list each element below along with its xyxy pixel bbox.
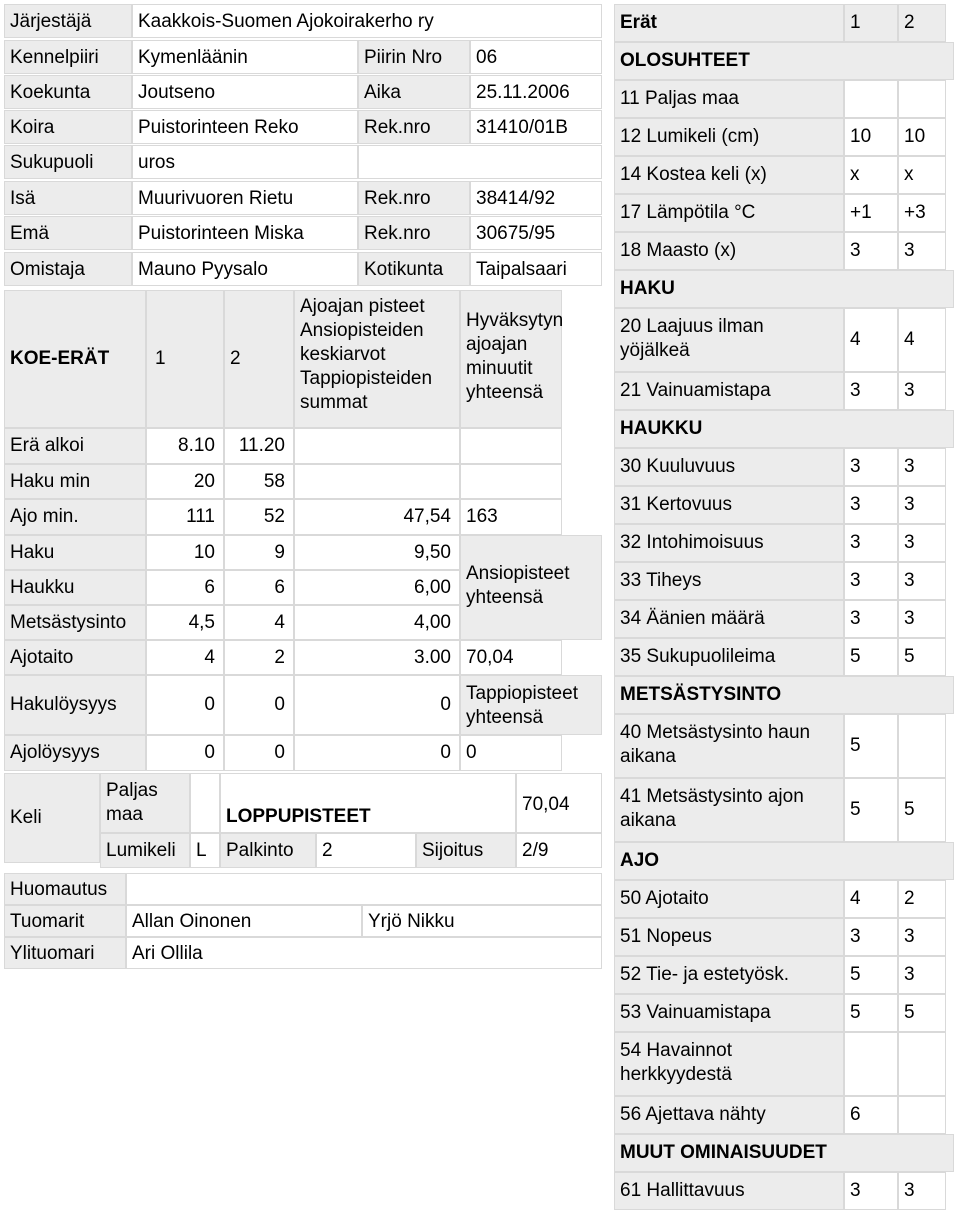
- trait-label: 11 Paljas maa: [614, 80, 844, 118]
- points-header-line: Tappiopisteiden: [300, 368, 433, 389]
- header-value2: Taipalsaari: [470, 252, 602, 286]
- trait-v1: 5: [844, 994, 898, 1032]
- header-label: Koekunta: [4, 75, 132, 109]
- trait-label: 18 Maasto (x): [614, 232, 844, 270]
- trait-v2: 3: [898, 448, 946, 486]
- koe-v1: 111: [146, 499, 224, 535]
- header-value: Kymenläänin: [132, 40, 358, 74]
- trait-label: 20 Laajuus ilman yöjälkeä: [614, 308, 844, 372]
- lumikeli-label: Lumikeli: [100, 833, 190, 868]
- trait-label: 33 Tiheys: [614, 562, 844, 600]
- merit-label: [460, 535, 602, 640]
- trait-label: 41 Metsästysinto ajon aikana: [614, 778, 844, 842]
- approved-header-line: minuutit: [466, 358, 533, 379]
- header-empty: [358, 145, 602, 179]
- header-label: Isä: [4, 181, 132, 215]
- trait-v1: 4: [844, 308, 898, 372]
- trait-v2: +3: [898, 194, 946, 232]
- koe-title: KOE-ERÄT: [4, 290, 146, 428]
- trait-v1: 5: [844, 638, 898, 676]
- header-label2: Rek.nro: [358, 110, 470, 144]
- koe-v1: 4,5: [146, 605, 224, 640]
- trait-label: 31 Kertovuus: [614, 486, 844, 524]
- koe-v2: 6: [224, 570, 294, 605]
- trait-v1: [844, 1032, 898, 1096]
- trait-v1: 5: [844, 778, 898, 842]
- trait-v1: 3: [844, 600, 898, 638]
- koe-v1: 0: [146, 675, 224, 735]
- right-header-c1: 1: [844, 4, 898, 42]
- sijoitus-value: 2/9: [516, 833, 602, 868]
- trait-label: 56 Ajettava nähty: [614, 1096, 844, 1134]
- header-label2: Aika: [358, 75, 470, 109]
- header-value: Muurivuoren Rietu: [132, 181, 358, 215]
- koe-tot: [460, 428, 562, 464]
- right-header-label: Erät: [614, 4, 844, 42]
- keli-paljas-line: Paljas: [106, 780, 158, 801]
- huomautus-label: Huomautus: [4, 873, 126, 905]
- header-value: Puistorinteen Miska: [132, 216, 358, 250]
- huomautus-value: [126, 873, 602, 905]
- tuomari-1: Allan Oinonen: [126, 905, 362, 937]
- trait-v2: 3: [898, 562, 946, 600]
- koe-pts: [294, 464, 460, 499]
- points-header: [294, 290, 460, 428]
- right-header-c2: 2: [898, 4, 946, 42]
- koe-col1: 1: [146, 290, 224, 428]
- trait-v2: [898, 80, 946, 118]
- trait-v1: 3: [844, 232, 898, 270]
- trait-v1: 6: [844, 1096, 898, 1134]
- trait-label: 17 Lämpötila °C: [614, 194, 844, 232]
- header-value2: 31410/01B: [470, 110, 602, 144]
- trait-label: 52 Tie- ja estetyösk.: [614, 956, 844, 994]
- keli-paljas-line: maa: [106, 804, 143, 825]
- koe-row-label: Ajolöysyys: [4, 735, 146, 771]
- approved-header-line: Hyväksytyn: [466, 310, 564, 331]
- koe-row-label: Erä alkoi: [4, 428, 146, 464]
- points-header-line: summat: [300, 392, 368, 413]
- penalty-label-line: Tappiopisteet: [466, 683, 578, 704]
- trait-label: 51 Nopeus: [614, 918, 844, 956]
- trait-label: 54 Havainnot herkkyydestä: [614, 1032, 844, 1096]
- trait-label: 21 Vainuamistapa: [614, 372, 844, 410]
- ylituomari-name: Ari Ollila: [126, 937, 602, 969]
- header-label2: Kotikunta: [358, 252, 470, 286]
- palkinto-value: 2: [316, 833, 416, 868]
- trait-v1: 5: [844, 956, 898, 994]
- koe-v2: 52: [224, 499, 294, 535]
- koe-v2: 9: [224, 535, 294, 570]
- trait-v1: 3: [844, 524, 898, 562]
- merit-label-line: yhteensä: [466, 587, 544, 608]
- trait-label: 34 Äänien määrä: [614, 600, 844, 638]
- trait-v1: 4: [844, 880, 898, 918]
- merit-label-line: Ansiopisteet: [466, 563, 570, 584]
- trait-v1: 10: [844, 118, 898, 156]
- header-label: Sukupuoli: [4, 145, 132, 179]
- loppupisteet-value: 70,04: [516, 773, 602, 833]
- penalty-label-line: yhteensä: [466, 707, 544, 728]
- koe-pts: 0: [294, 675, 460, 735]
- koe-row-label: Haku: [4, 535, 146, 570]
- koe-tot: 0: [460, 735, 562, 771]
- trait-v1: 3: [844, 486, 898, 524]
- koe-row-label: Ajo min.: [4, 499, 146, 535]
- trait-label: 53 Vainuamistapa: [614, 994, 844, 1032]
- approved-header-line: ajoajan: [466, 334, 528, 355]
- sijoitus-label: Sijoitus: [416, 833, 516, 868]
- section-header: MUUT OMINAISUUDET: [614, 1134, 954, 1172]
- lumikeli-value: L: [190, 833, 220, 868]
- koe-v2: 58: [224, 464, 294, 499]
- trait-label: 14 Kostea keli (x): [614, 156, 844, 194]
- header-label: Kennelpiiri: [4, 40, 132, 74]
- koe-v1: 0: [146, 735, 224, 771]
- ylituomari-label: Ylituomari: [4, 937, 126, 969]
- trait-v2: 5: [898, 638, 946, 676]
- koe-pts: [294, 428, 460, 464]
- keli-paljas-value: [190, 773, 220, 833]
- palkinto-label: Palkinto: [220, 833, 316, 868]
- trait-v2: 5: [898, 778, 946, 842]
- trait-label: 32 Intohimoisuus: [614, 524, 844, 562]
- trait-label: 40 Metsästysinto haun aikana: [614, 714, 844, 778]
- points-header-line: Ajoajan pisteet: [300, 296, 425, 317]
- trait-v2: 3: [898, 600, 946, 638]
- header-label: Emä: [4, 216, 132, 250]
- koe-row-label: Haukku: [4, 570, 146, 605]
- trait-v1: 3: [844, 562, 898, 600]
- koe-pts: 47,54: [294, 499, 460, 535]
- trait-v1: 3: [844, 372, 898, 410]
- koe-v1: 4: [146, 640, 224, 675]
- trait-v2: 2: [898, 880, 946, 918]
- koe-v1: 20: [146, 464, 224, 499]
- section-header: HAUKKU: [614, 410, 954, 448]
- points-header-line: Ansiopisteiden: [300, 320, 424, 341]
- koe-v1: 6: [146, 570, 224, 605]
- header-value: uros: [132, 145, 358, 179]
- trait-v2: x: [898, 156, 946, 194]
- koe-v2: 4: [224, 605, 294, 640]
- koe-row-label: Haku min: [4, 464, 146, 499]
- koe-tot: 163: [460, 499, 562, 535]
- koe-v2: 0: [224, 675, 294, 735]
- trait-label: 35 Sukupuolileima: [614, 638, 844, 676]
- koe-v2: 2: [224, 640, 294, 675]
- trait-v2: 3: [898, 1172, 946, 1210]
- section-header: AJO: [614, 842, 954, 880]
- trait-v2: [898, 714, 946, 778]
- koe-row-label: Hakulöysyys: [4, 675, 146, 735]
- koe-pts: 6,00: [294, 570, 460, 605]
- koe-v1: 8.10: [146, 428, 224, 464]
- header-value: Joutseno: [132, 75, 358, 109]
- penalty-label: [460, 675, 602, 735]
- koe-tot: [460, 464, 562, 499]
- koe-row-label: Metsästysinto: [4, 605, 146, 640]
- trait-v1: [844, 80, 898, 118]
- trait-label: 12 Lumikeli (cm): [614, 118, 844, 156]
- keli-paljas: [100, 773, 190, 833]
- koe-tot: 70,04: [460, 640, 562, 675]
- koe-col2: 2: [224, 290, 294, 428]
- loppupisteet-label: LOPPUPISTEET: [220, 773, 516, 833]
- trait-v2: 4: [898, 308, 946, 372]
- trait-v2: 3: [898, 524, 946, 562]
- section-header: HAKU: [614, 270, 954, 308]
- header-label2: Rek.nro: [358, 181, 470, 215]
- trait-v1: 3: [844, 448, 898, 486]
- koe-pts: 0: [294, 735, 460, 771]
- trait-v2: 3: [898, 918, 946, 956]
- approved-header: [460, 290, 562, 428]
- trait-v2: [898, 1096, 946, 1134]
- section-header: OLOSUHTEET: [614, 42, 954, 80]
- header-value2: 25.11.2006: [470, 75, 602, 109]
- trait-v2: 5: [898, 994, 946, 1032]
- trait-v2: 3: [898, 232, 946, 270]
- trait-label: 30 Kuuluvuus: [614, 448, 844, 486]
- header-label: Järjestäjä: [4, 4, 132, 38]
- koe-pts: 9,50: [294, 535, 460, 570]
- header-value2: 30675/95: [470, 216, 602, 250]
- trait-v2: 10: [898, 118, 946, 156]
- trait-v1: 3: [844, 1172, 898, 1210]
- trait-label: 50 Ajotaito: [614, 880, 844, 918]
- header-label2: Rek.nro: [358, 216, 470, 250]
- approved-header-line: yhteensä: [466, 382, 544, 403]
- koe-v2: 0: [224, 735, 294, 771]
- header-value: Kaakkois-Suomen Ajokoirakerho ry: [132, 4, 602, 38]
- koe-v2: 11.20: [224, 428, 294, 464]
- header-label2: Piirin Nro: [358, 40, 470, 74]
- trait-v2: 3: [898, 372, 946, 410]
- tuomari-2: Yrjö Nikku: [362, 905, 602, 937]
- header-label: Omistaja: [4, 252, 132, 286]
- trait-v1: 5: [844, 714, 898, 778]
- koe-row-label: Ajotaito: [4, 640, 146, 675]
- keli-label: Keli: [4, 773, 100, 863]
- header-value2: 06: [470, 40, 602, 74]
- koe-pts: 3.00: [294, 640, 460, 675]
- trait-v2: 3: [898, 486, 946, 524]
- trait-v1: x: [844, 156, 898, 194]
- header-value: Mauno Pyysalo: [132, 252, 358, 286]
- koe-v1: 10: [146, 535, 224, 570]
- tuomarit-label: Tuomarit: [4, 905, 126, 937]
- trait-label: 61 Hallittavuus: [614, 1172, 844, 1210]
- trait-v1: 3: [844, 918, 898, 956]
- trait-v1: +1: [844, 194, 898, 232]
- points-header-line: keskiarvot: [300, 344, 386, 365]
- koe-pts: 4,00: [294, 605, 460, 640]
- header-value2: 38414/92: [470, 181, 602, 215]
- header-label: Koira: [4, 110, 132, 144]
- header-value: Puistorinteen Reko: [132, 110, 358, 144]
- trait-v2: 3: [898, 956, 946, 994]
- trait-v2: [898, 1032, 946, 1096]
- section-header: METSÄSTYSINTO: [614, 676, 954, 714]
